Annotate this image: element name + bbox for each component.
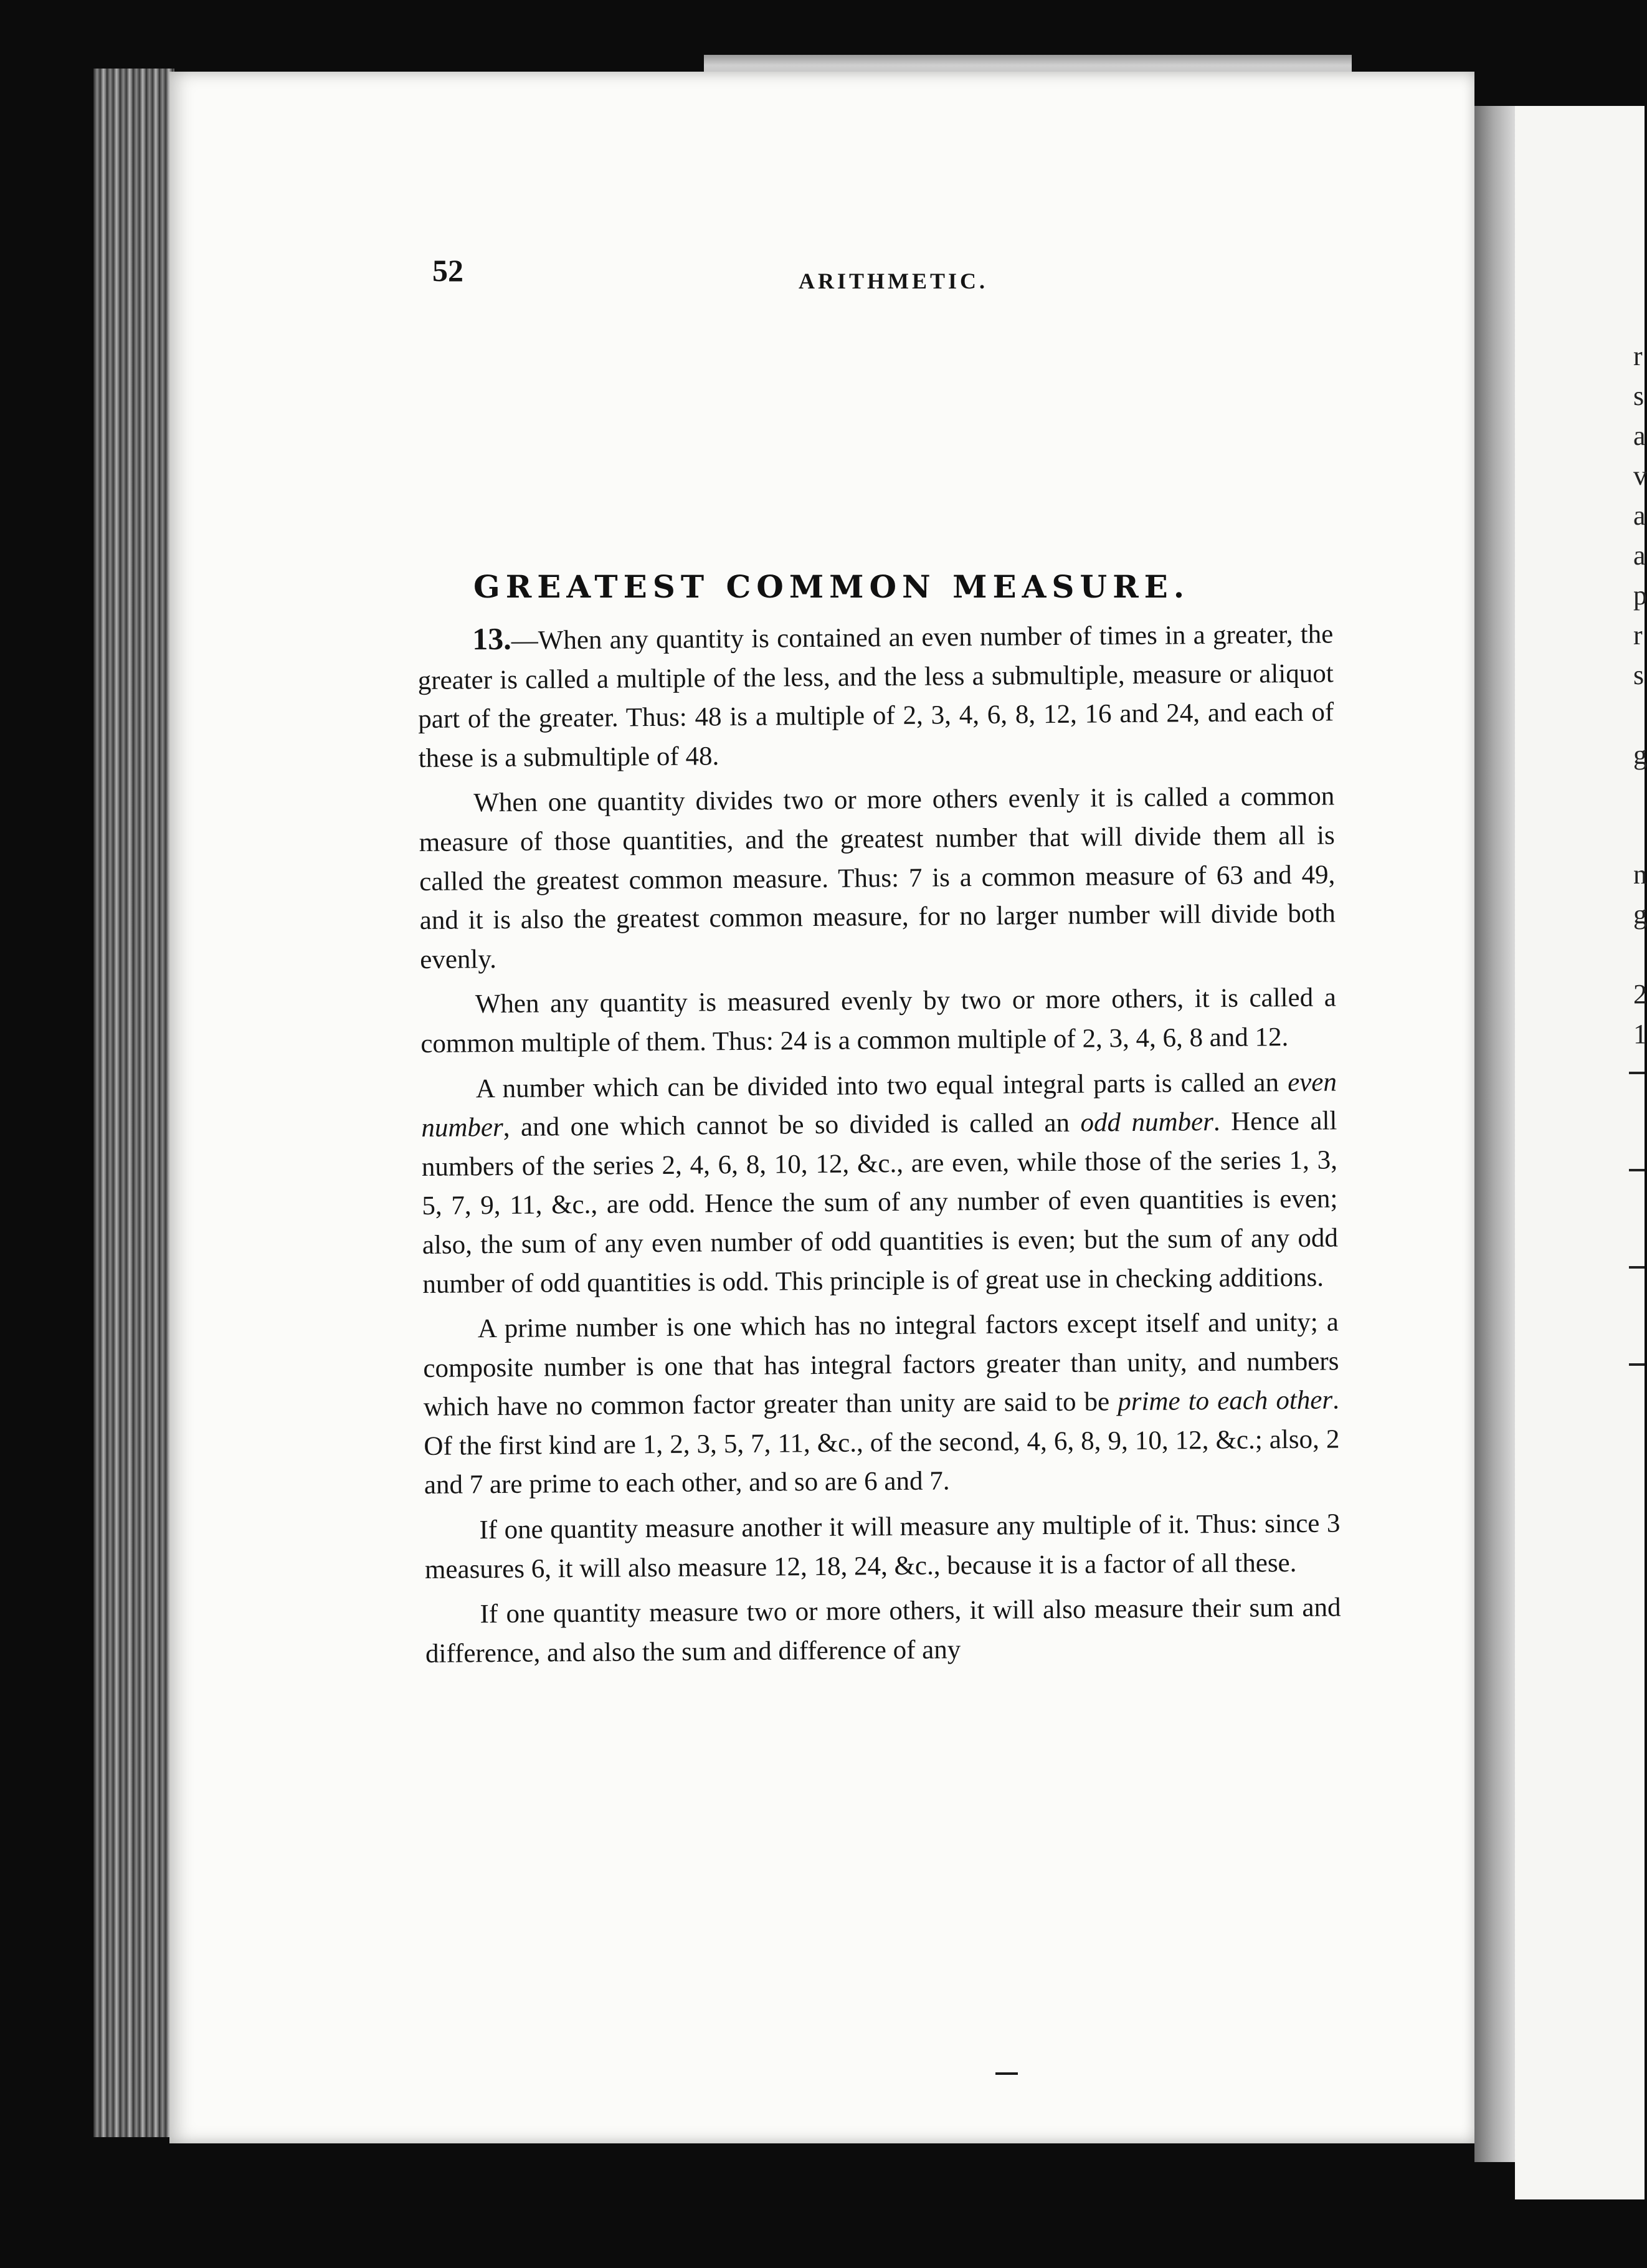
facing-page-fragment: 2 xyxy=(1633,979,1647,1009)
paragraph-common-multiple: When any quantity is measured evenly by two or more others, it is called a common multiple of them. Thus: 24 is a common multiple of 2, 3, 4, 6, 8 and 12. xyxy=(420,983,1336,1059)
text-run: A prime number is one which has no integral factors except itself and unity; a composite number is one that has integral factors greater than unity, and numbers which have no common factor greater than unity are said to be xyxy=(423,1307,1339,1422)
term-even-number: even number xyxy=(421,1067,1337,1143)
paragraph-text: —When any quantity is contained an even number of times in a greater, the greater is called a multiple of the less, and the less a submultiple, measure or aliquot part of the greater. Thus: 48 is a multiple of 2, 3, 4, 6, 8, 12, 16 and 24, and each of these is a submultiple of 48. xyxy=(417,619,1334,773)
term-odd-number: odd number xyxy=(1080,1107,1214,1138)
facing-page-fragment: v xyxy=(1633,460,1647,491)
paragraph-even-odd xyxy=(421,1063,1339,1304)
facing-page-fragment: s xyxy=(1633,660,1645,690)
running-head-title: ARITHMETIC. xyxy=(799,269,989,293)
facing-page-fragment: g xyxy=(1633,740,1647,770)
text-run: . Hence all numbers of the series 2, 4, 6, 8, 10, 12, &c., are even, while those of the series 1, 3, 5, 7, 9, 11, &c., are odd. Hence the sum of any number of even quantities is even; also, the sum of any even number of odd quantities is even; but the sum of any odd number of odd quantities is odd. This principle is of great use in checking additions. xyxy=(421,1106,1339,1299)
facing-page-fragment: 1 xyxy=(1633,1019,1647,1049)
facing-page-fragment xyxy=(1633,935,1647,974)
paragraph-common-measure: When one quantity divides two or more others evenly it is called a common measure of those quantities, and the greatest number that will divide them all is called the greatest common measure. Thus: 7 is a common measure of 63 and 49, and it is also the greatest common measure, for no larger number will divide both evenly. xyxy=(419,781,1336,974)
body-text xyxy=(417,612,1341,1674)
facing-page-fragment: a xyxy=(1633,421,1646,451)
facing-page-fragment xyxy=(1633,775,1647,815)
facing-page-fragment: a xyxy=(1633,500,1646,531)
text-run: . Of the first kind are 1, 2, 3, 5, 7, 11, &c., of the second, 4, 6, 8, 9, 10, 12, &c.; also, 2 and 7 are prime to each other, and so are 6 and 7. xyxy=(424,1385,1340,1500)
section-title: GREATEST COMMON MEASURE. xyxy=(473,568,1190,605)
facing-page-fragment: r xyxy=(1633,620,1643,650)
book-page-edges xyxy=(93,69,174,2137)
facing-page-fragment: s xyxy=(1633,381,1645,411)
facing-page-fragment xyxy=(1633,815,1647,855)
paragraph-sum-difference: If one quantity measure two or more others, it will also measure their sum and difference, and also the sum and difference of any xyxy=(425,1593,1341,1669)
facing-page-rule xyxy=(1629,1266,1645,1269)
text-run: , and one which cannot be so divided is called an xyxy=(503,1108,1081,1143)
facing-page-rule xyxy=(1629,1363,1645,1366)
facing-page-fragment: g xyxy=(1633,899,1647,930)
paragraph-prime xyxy=(423,1303,1340,1506)
facing-page-fragment: n xyxy=(1633,859,1647,890)
book-gutter xyxy=(1474,106,1515,2162)
page-number: 52 xyxy=(432,253,463,288)
facing-page xyxy=(1515,106,1645,2199)
paragraph-multiple-rule: If one quantity measure another it will measure any multiple of it. Thus: since 3 measures 6, it will also measure 12, 18, 24, &c., because it is a factor of all these. xyxy=(424,1508,1341,1584)
facing-page-fragment xyxy=(1633,695,1647,735)
facing-page-fragment: p xyxy=(1633,580,1647,611)
facing-page-rule xyxy=(1629,1169,1645,1171)
facing-page-fragment: a xyxy=(1633,540,1646,571)
paragraph-13 xyxy=(417,612,1334,778)
term-prime-to-each-other: prime to each other xyxy=(1118,1385,1333,1417)
paragraph-number: 13. xyxy=(472,621,511,657)
footer-mark xyxy=(995,2072,1018,2075)
facing-page-fragment: r xyxy=(1633,341,1643,371)
facing-page-rule xyxy=(1629,1072,1645,1074)
text-run: A number which can be divided into two equal integral parts is called an xyxy=(475,1067,1288,1103)
facing-page-text xyxy=(1633,336,1647,1054)
